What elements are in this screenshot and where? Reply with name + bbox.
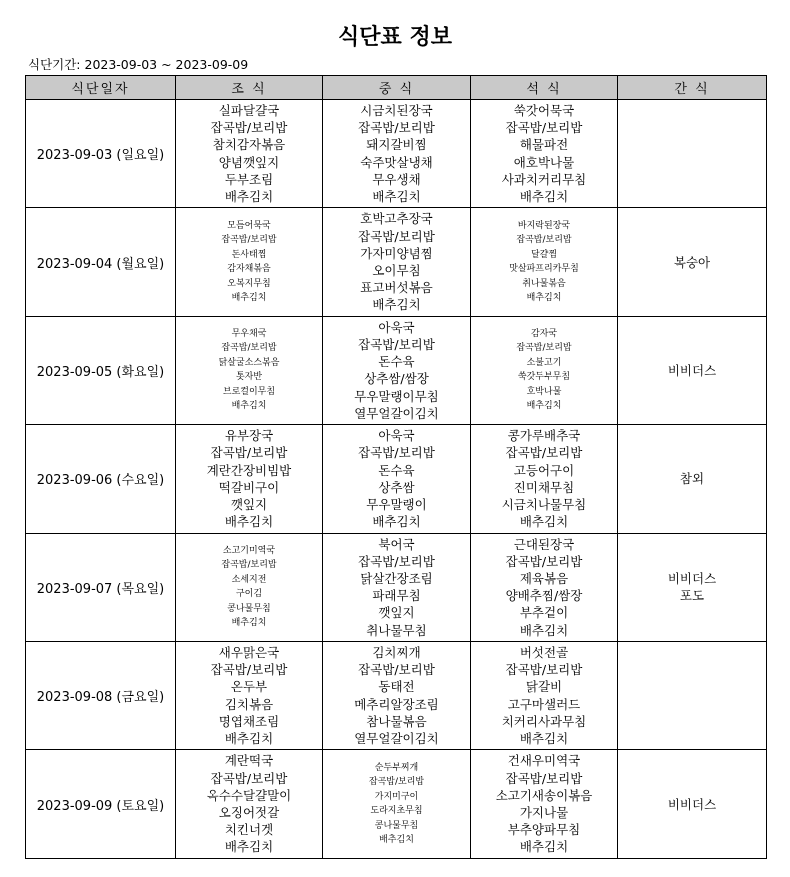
menu-item: 잡곡밥/보리밥 — [221, 343, 277, 354]
menu-item: 잡곡밥/보리밥 — [516, 343, 572, 354]
menu-item: 메추리알장조림 — [354, 696, 439, 712]
snack-cell — [618, 316, 767, 424]
menu-item: 건새우미역국 — [507, 753, 581, 769]
menu-item: 잡곡밥/보리밥 — [358, 228, 435, 244]
dinner-cell — [471, 533, 618, 641]
menu-item: 잡곡밥/보리밥 — [505, 120, 583, 136]
menu-item: 배추김치 — [379, 835, 414, 846]
dinner-cell — [471, 750, 618, 858]
menu-item: 부추양파무침 — [507, 822, 581, 838]
menu-item: 배추김치 — [231, 618, 267, 629]
menu-item: 바지락된장국 — [517, 220, 571, 231]
menu-item: 배추김치 — [224, 731, 274, 747]
menu-item: 두부조림 — [224, 171, 274, 187]
lunch-cell — [323, 100, 471, 208]
dinner-cell — [471, 100, 618, 208]
menu-item: 구이김 — [235, 589, 263, 600]
menu-item: 돈수육 — [378, 354, 415, 370]
menu-item: 배추김치 — [231, 401, 267, 412]
menu-item: 계란간장비빔밥 — [206, 462, 292, 478]
menu-period: 식단기간: 2023-09-03 ~ 2023-09-09 — [28, 57, 249, 72]
menu-item: 동태전 — [378, 679, 415, 695]
menu-item: 배추김치 — [519, 514, 569, 530]
menu-item: 제육볶음 — [519, 571, 569, 587]
menu-item: 아욱국 — [378, 428, 415, 444]
snack-cell — [618, 100, 767, 208]
menu-item: 닭살굴소스볶음 — [218, 357, 280, 368]
menu-item: 잡곡밥/보리밥 — [358, 553, 435, 569]
table-row — [26, 641, 767, 749]
header-dinner: 석 식 — [471, 76, 618, 100]
breakfast-cell — [176, 100, 323, 208]
dinner-cell — [471, 425, 618, 533]
lunch-cell — [323, 316, 471, 424]
menu-item: 배추김치 — [519, 731, 569, 747]
breakfast-cell — [176, 425, 323, 533]
menu-item: 상추쌈/쌈장 — [364, 371, 429, 387]
menu-item: 브로컬이무침 — [222, 386, 276, 397]
snack-item: 포도 — [679, 588, 705, 604]
menu-item: 소세지전 — [231, 574, 267, 585]
table-row — [26, 100, 767, 208]
menu-item: 오이무침 — [372, 263, 421, 279]
menu-item: 콩나물무침 — [374, 820, 419, 831]
menu-item: 고등어구이 — [513, 462, 575, 478]
menu-item: 콩가루배추국 — [507, 428, 581, 444]
menu-item: 감자채볶음 — [227, 264, 271, 275]
menu-item: 돈수육 — [378, 462, 415, 478]
snack-item: 비비더스 — [667, 362, 717, 378]
table-row — [26, 425, 767, 533]
date-cell: 2023-09-07 (목요일) — [26, 533, 176, 641]
menu-item: 잡곡밥/보리밥 — [221, 235, 277, 246]
menu-item: 배추김치 — [519, 189, 569, 205]
menu-item: 잡곡밥/보리밥 — [221, 560, 277, 571]
menu-item: 취나물무침 — [366, 622, 427, 638]
menu-item: 잡곡밥/보리밥 — [358, 120, 435, 136]
table-header-row — [26, 76, 767, 100]
menu-item: 양념깻잎지 — [218, 154, 280, 170]
menu-item: 배추김치 — [224, 839, 274, 855]
dinner-cell — [471, 316, 618, 424]
menu-item: 깻잎지 — [378, 605, 415, 621]
menu-item: 닭갈비 — [525, 679, 563, 695]
menu-item: 유부장국 — [224, 428, 274, 444]
snack-item: 비비더스 — [667, 571, 717, 587]
menu-item: 무우말랭이 — [366, 497, 427, 513]
menu-item: 잡곡밥/보리밥 — [210, 662, 288, 678]
menu-item: 잡곡밥/보리밥 — [505, 445, 583, 461]
table-row — [26, 208, 767, 316]
date-cell: 2023-09-03 (일요일) — [26, 100, 176, 208]
menu-item: 김치찌개 — [372, 645, 421, 661]
menu-item: 열무얼갈이김치 — [354, 731, 439, 747]
lunch-cell — [323, 425, 471, 533]
menu-item: 참치감자볶음 — [212, 137, 286, 153]
menu-item: 잡곡밥/보리밥 — [368, 777, 425, 788]
date-cell: 2023-09-04 (월요일) — [26, 208, 176, 316]
menu-item: 고구마샐러드 — [507, 696, 581, 712]
lunch-cell — [323, 750, 471, 858]
menu-item: 모듬어묵국 — [227, 220, 271, 231]
menu-item: 잡곡밥/보리밥 — [210, 770, 288, 786]
menu-item: 콩나물무침 — [227, 603, 271, 614]
menu-item: 잡곡밥/보리밥 — [210, 445, 288, 461]
menu-item: 잡곡밥/보리밥 — [358, 337, 435, 353]
snack-item: 참외 — [679, 471, 705, 487]
date-cell: 2023-09-05 (화요일) — [26, 316, 176, 424]
menu-item: 아욱국 — [378, 319, 415, 335]
menu-item: 쑥갓어묵국 — [513, 103, 575, 119]
snack-item: 복숭아 — [673, 254, 711, 270]
menu-item: 소불고기 — [526, 357, 562, 368]
menu-item: 감자국 — [530, 328, 558, 339]
lunch-cell — [323, 208, 471, 316]
menu-item: 가자미양념찜 — [360, 245, 433, 261]
menu-table — [25, 75, 767, 859]
menu-item: 북어국 — [378, 536, 415, 552]
breakfast-cell — [176, 750, 323, 858]
menu-item: 시금치된장국 — [360, 103, 433, 119]
date-cell: 2023-09-06 (수요일) — [26, 425, 176, 533]
menu-item: 표고버섯볶음 — [360, 280, 433, 296]
lunch-cell — [323, 533, 471, 641]
snack-cell — [618, 641, 767, 749]
snack-cell — [618, 208, 767, 316]
menu-item: 돼지갈비찜 — [366, 137, 427, 153]
menu-item: 소고기새송이볶음 — [495, 787, 593, 803]
menu-item: 근대된장국 — [513, 536, 575, 552]
menu-item: 돈사태찜 — [231, 249, 267, 260]
dinner-cell — [471, 208, 618, 316]
menu-item: 계란떡국 — [224, 753, 274, 769]
breakfast-cell — [176, 641, 323, 749]
menu-item: 애호박나물 — [513, 154, 575, 170]
snack-cell — [618, 750, 767, 858]
menu-item: 배추김치 — [372, 297, 421, 313]
menu-item: 진미채무침 — [513, 479, 575, 495]
menu-item: 옥수수달걀말이 — [206, 787, 292, 803]
menu-item: 배추김치 — [526, 293, 562, 304]
page-title: 식단표 정보 — [338, 25, 452, 50]
menu-item: 소고기미역국 — [222, 545, 276, 556]
table-row — [26, 316, 767, 424]
menu-item: 톳자반 — [235, 372, 263, 383]
lunch-cell — [323, 641, 471, 749]
menu-item: 도라지초무침 — [370, 806, 423, 817]
menu-item: 무우생채 — [372, 171, 421, 187]
menu-item: 배추김치 — [224, 514, 274, 530]
menu-item: 시금치나물무침 — [501, 497, 587, 513]
menu-item: 잡곡밥/보리밥 — [505, 662, 583, 678]
menu-item: 배추김치 — [372, 189, 421, 205]
menu-item: 명엽채조림 — [218, 713, 280, 729]
menu-item: 호박고추장국 — [360, 211, 433, 227]
menu-item: 참나물볶음 — [366, 713, 427, 729]
menu-item: 실파달걀국 — [218, 103, 280, 119]
menu-item: 잡곡밥/보리밥 — [505, 553, 583, 569]
menu-item: 무우말랭이무침 — [354, 388, 439, 404]
menu-item: 오징어젓갈 — [218, 805, 280, 821]
menu-item: 양배추찜/쌈장 — [505, 588, 583, 604]
menu-item: 부추겉이 — [519, 605, 569, 621]
menu-item: 배추김치 — [231, 293, 267, 304]
menu-item: 호박나물 — [526, 386, 562, 397]
menu-item: 가지나물 — [519, 805, 569, 821]
menu-item: 배추김치 — [519, 839, 569, 855]
menu-item: 잡곡밥/보리밥 — [505, 770, 583, 786]
header-snack: 간 식 — [618, 76, 767, 100]
menu-item: 달걀찜 — [530, 249, 558, 260]
menu-item: 치킨너겟 — [224, 822, 274, 838]
menu-item: 무우채국 — [231, 328, 267, 339]
date-cell: 2023-09-09 (토요일) — [26, 750, 176, 858]
menu-item: 잡곡밥/보리밥 — [358, 445, 435, 461]
table-row — [26, 750, 767, 858]
menu-item: 숙주맛살냉채 — [360, 154, 433, 170]
menu-item: 잡곡밥/보리밥 — [358, 662, 435, 678]
table-row — [26, 533, 767, 641]
header-date: 식단일자 — [26, 76, 176, 100]
header-lunch: 중 식 — [323, 76, 471, 100]
menu-item: 김치볶음 — [224, 696, 274, 712]
breakfast-cell — [176, 208, 323, 316]
menu-item: 열무얼갈이김치 — [354, 405, 439, 421]
snack-cell — [618, 533, 767, 641]
menu-item: 오복지무침 — [227, 278, 271, 289]
menu-item: 파래무침 — [372, 588, 421, 604]
menu-item: 맛살파프리카무침 — [509, 264, 579, 275]
menu-item: 닭살간장조림 — [360, 571, 433, 587]
menu-item: 온두부 — [230, 679, 268, 695]
snack-cell — [618, 425, 767, 533]
menu-item: 떡갈비구이 — [218, 479, 280, 495]
menu-item: 잡곡밥/보리밥 — [210, 120, 288, 136]
menu-item: 배추김치 — [224, 189, 274, 205]
menu-item: 배추김치 — [519, 622, 569, 638]
menu-item: 상추쌈 — [378, 479, 415, 495]
header-breakfast: 조 식 — [176, 76, 323, 100]
menu-item: 쑥갓두부무침 — [517, 372, 571, 383]
menu-item: 깻잎지 — [230, 497, 268, 513]
dinner-cell — [471, 641, 618, 749]
menu-item: 취나물볶음 — [522, 278, 566, 289]
menu-item: 사과치커리무침 — [501, 171, 587, 187]
menu-item: 치커리사과무침 — [501, 713, 587, 729]
menu-item: 순두부찌개 — [374, 762, 419, 773]
menu-item: 해물파전 — [519, 137, 569, 153]
menu-item: 배추김치 — [372, 514, 421, 530]
breakfast-cell — [176, 316, 323, 424]
menu-item: 새우맑은국 — [218, 645, 280, 661]
breakfast-cell — [176, 533, 323, 641]
date-cell: 2023-09-08 (금요일) — [26, 641, 176, 749]
menu-table-body — [26, 100, 767, 859]
menu-item: 가지미구이 — [374, 791, 419, 802]
menu-item: 배추김치 — [526, 401, 562, 412]
snack-item: 비비더스 — [667, 796, 717, 812]
menu-item: 잡곡밥/보리밥 — [516, 235, 572, 246]
menu-item: 버섯전골 — [519, 645, 569, 661]
